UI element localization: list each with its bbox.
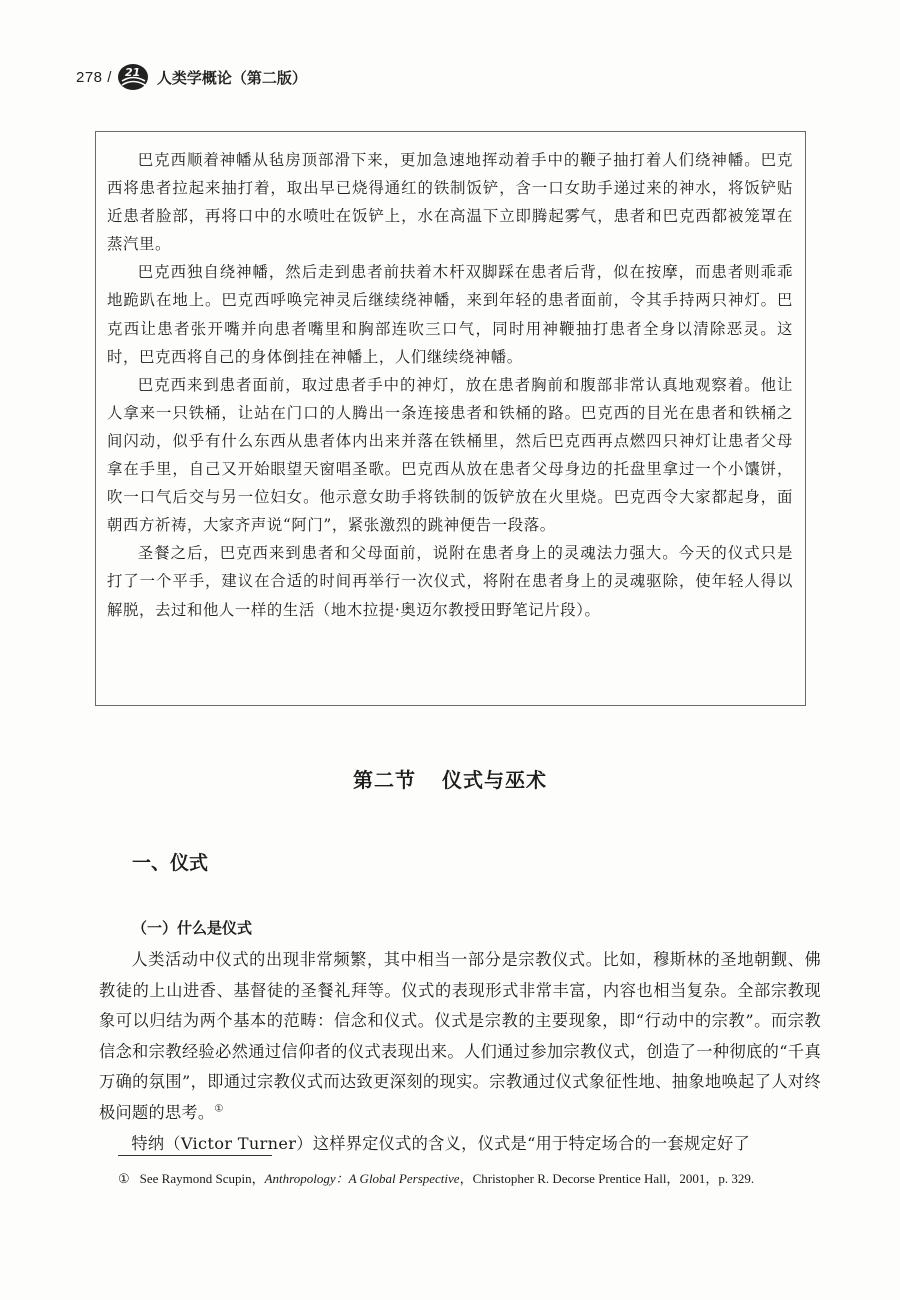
heading-level-3: （一）什么是仪式	[132, 919, 253, 937]
section-name: 仪式与巫术	[442, 768, 547, 792]
box-paragraph: 巴克西来到患者面前，取过患者手中的神灯，放在患者胸前和腹部非常认真地观察着。他让人拿来一只铁桶，让站在门口的人腾出一条连接患者和铁桶的路。巴克西的目光在患者和铁桶之间闪动，似乎有什么东西从患者体内出来并落在铁桶里，然后巴克西再点燃四只神灯让患者父母拿在手里，自己又开始眼望天窗唱圣歌。巴克西从放在患者父母身边的托盘里拿过一个小馕饼，吹一口气后交与另一位妇女。他示意女助手将铁制的饭铲放在火里烧。巴克西令大家都起身，面朝西方祈祷，大家齐声说“阿门”，紧张激烈的跳神便告一段落。	[107, 375, 793, 535]
running-header	[76, 62, 307, 92]
box-paragraph: 巴克西独自绕神幡，然后走到患者前扶着木杆双脚踩在患者后背，似在按摩，而患者则乖乖地跪趴在地上。巴克西呼唤完神灵后继续绕神幡，来到年轻的患者面前，令其手持两只神灯。巴克西让患者张开嘴并向患者嘴里和胸部连吹三口气，同时用神鞭抽打患者全身以清除恶灵。这时，巴克西将自己的身体倒挂在神幡上，人们继续绕神幡。	[107, 263, 793, 366]
box-paragraph: 巴克西顺着神幡从毡房顶部滑下来，更加急速地挥动着手中的鞭子抽打着人们绕神幡。巴克西将患者拉起来抽打着，取出早已烧得通红的铁制饭铲，含一口女助手递过来的神水，将饭铲贴近患者脸部，再将口中的水喷吐在饭铲上，水在高温下立即腾起雾气，患者和巴克西都被笼罩在蒸汽里。	[107, 151, 793, 254]
footnote-suffix: ，Christopher R. Decorse Prentice Hall，2001，p. 329.	[459, 1171, 755, 1186]
footnote-reference[interactable]: ①	[214, 1103, 224, 1115]
page-number: 278 /	[76, 68, 112, 86]
field-notes-box	[95, 131, 806, 706]
footnote-book-title: Anthropology：A Global Perspective	[264, 1171, 460, 1186]
body-text	[99, 945, 821, 1159]
heading-level-2: 一、仪式	[132, 852, 209, 874]
section-title	[0, 764, 900, 793]
section-number: 第二节	[353, 768, 416, 792]
21-logo-icon	[116, 62, 150, 92]
box-paragraph: 圣餐之后，巴克西来到患者和父母面前，说附在患者身上的灵魂法力强大。今天的仪式只是打了一个平手，建议在合适的时间再举行一次仪式，将附在患者身上的灵魂驱除，使年轻人得以解脱，去过和他人一样的生活（地木拉提·奥迈尔教授田野笔记片段）。	[107, 544, 793, 619]
svg-text:21: 21	[124, 66, 141, 79]
footnote-prefix: See Raymond Scupin，	[139, 1171, 265, 1186]
body-paragraph	[99, 945, 821, 1129]
footnote-divider	[118, 1155, 272, 1156]
body-paragraph: 特纳（Victor Turner）这样界定仪式的含义，仪式是“用于特定场合的一套规定好了	[131, 1133, 750, 1153]
footnote	[118, 1169, 820, 1189]
body-paragraph-text: 人类活动中仪式的出现非常频繁，其中相当一部分是宗教仪式。比如，穆斯林的圣地朝觐、佛教徒的上山进香、基督徒的圣餐礼拜等。仪式的表现形式非常丰富，内容也相当复杂。全部宗教现象可以归结为两个基本的范畴：信念和仪式。仪式是宗教的主要现象，即“行动中的宗教”。而宗教信念和宗教经验必然通过信仰者的仪式表现出来。人们通过参加宗教仪式，创造了一种彻底的“千真万确的氛围”，即通过宗教仪式而达致更深刻的现实。宗教通过仪式象征性地、抽象地唤起了人对终极问题的思考。	[99, 950, 821, 1122]
footnote-mark: ①	[118, 1171, 130, 1186]
book-title: 人类学概论（第二版）	[156, 68, 307, 87]
